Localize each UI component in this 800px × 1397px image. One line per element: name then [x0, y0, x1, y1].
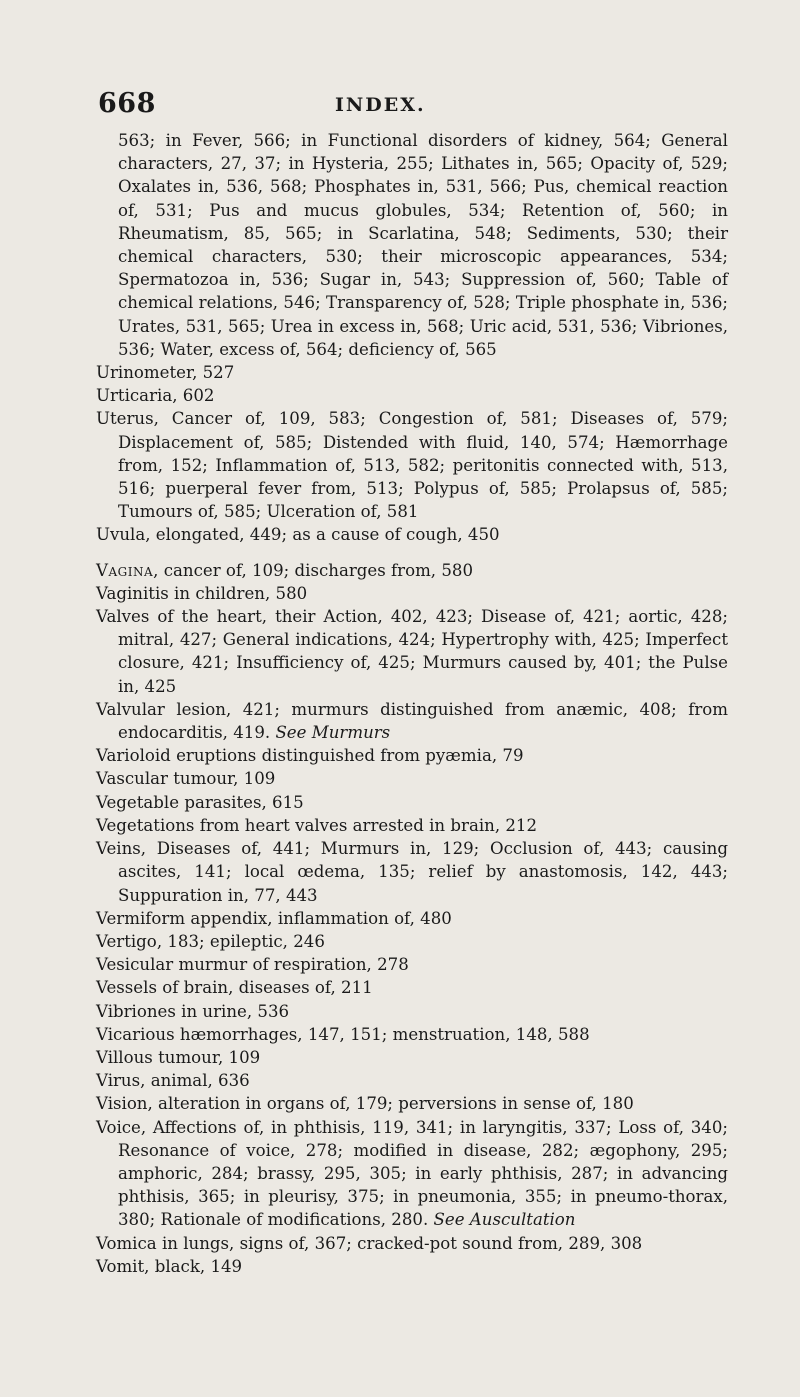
index-entry: Urinometer, 527	[96, 363, 235, 383]
index-entry: Vision, alteration in organs of, 179; perversions in sense of, 180	[96, 1094, 634, 1114]
index-entry: Villous tumour, 109	[96, 1047, 261, 1067]
index-entries	[96, 129, 728, 1278]
see-reference: See Auscultation	[433, 1210, 576, 1230]
index-entry-section-v: Vagina, cancer of, 109; discharges from, 580	[96, 560, 474, 580]
index-entry: Varioloid eruptions distinguished from pyæmia, 79	[96, 746, 524, 766]
index-entry: Vascular tumour, 109	[96, 769, 276, 789]
index-entry: Urticaria, 602	[96, 386, 215, 406]
index-entry: Vesicular murmur of respiration, 278	[96, 955, 409, 975]
index-entry: Vessels of brain, diseases of, 211	[96, 978, 373, 998]
index-entry: Vicarious hæmorrhages, 147, 151; menstruation, 148, 588	[96, 1024, 590, 1044]
page-header	[0, 88, 800, 118]
index-entry: Vibriones in urine, 536	[96, 1001, 290, 1021]
index-entry: Voice, Affections of, in phthisis, 119, 341; in laryngitis, 337; Loss of, 340; Resonance of voice, 278; modified in disease, 282; ægophony, 295; amphoric, 284; brassy, 295, 305; in early phthisis, 287; in advancing phthisis, 365; in pleurisy, 375; in pneumonia, 355; in pneumo-thorax, 380; Rationale of modifications, 280. See Auscultation	[96, 1117, 728, 1230]
index-entry: Vegetable parasites, 615	[96, 792, 304, 812]
index-entry: Vomica in lungs, signs of, 367; cracked-pot sound from, 289, 308	[96, 1233, 643, 1253]
index-entry: Vomit, black, 149	[96, 1256, 243, 1276]
see-reference: See Murmurs	[275, 723, 391, 743]
index-entry: Vermiform appendix, inflammation of, 480	[96, 908, 452, 928]
index-entry-urine-continued: 563; in Fever, 566; in Functional disorders of kidney, 564; General characters, 27, 37; in Hysteria, 255; Lithates in, 565; Opacity of, 529; Oxalates in, 536, 568; Phosphates in, 531, 566; Pus, chemical reaction of, 531; Pus and mucus globules, 534; Retention of, 560; in Rheumatism, 85, 565; in Scarlatina, 548; Sediments, 530; their chemical characters, 530; their microscopic appearances, 534; Spermatozoa in, 536; Sugar in, 543; Suppression of, 560; Table of chemical relations, 546; Transparency of, 528; Triple phosphate in, 536; Urates, 531, 565; Urea in excess in, 568; Uric acid, 531, 536; Vibriones, 536; Water, excess of, 564; deficiency of, 565	[118, 131, 728, 359]
index-entry: Vertigo, 183; epileptic, 246	[96, 931, 325, 951]
index-entry: Vegetations from heart valves arrested in brain, 212	[96, 815, 538, 835]
index-entry: Valvular lesion, 421; murmurs distinguished from anæmic, 408; from endocarditis, 419. See Murmurs	[96, 699, 728, 743]
index-entry: Veins, Diseases of, 441; Murmurs in, 129; Occlusion of, 443; causing ascites, 141; local œdema, 135; relief by anastomosis, 142, 443; Suppuration in, 77, 443	[96, 839, 728, 905]
page-number: 668	[98, 88, 156, 119]
index-entry: Uterus, Cancer of, 109, 583; Congestion of, 581; Diseases of, 579; Displacement of, 585; Distended with fluid, 140, 574; Hæmorrhage from, 152; Inflammation of, 513, 582; peritonitis connected with, 513, 516; puerperal fever from, 513; Polypus of, 585; Prolapsus of, 585; Tumours of, 585; Ulceration of, 581	[96, 409, 728, 522]
index-entry: Virus, animal, 636	[96, 1071, 250, 1091]
running-title: INDEX.	[335, 94, 426, 116]
index-entry: Uvula, elongated, 449; as a cause of cough, 450	[96, 525, 500, 545]
index-entry: Valves of the heart, their Action, 402, 423; Disease of, 421; aortic, 428; mitral, 427; General indications, 424; Hypertrophy with, 425; Imperfect closure, 421; Insufficiency of, 425; Murmurs caused by, 401; the Pulse in, 425	[96, 607, 728, 696]
index-entry: Vaginitis in children, 580	[96, 583, 308, 603]
